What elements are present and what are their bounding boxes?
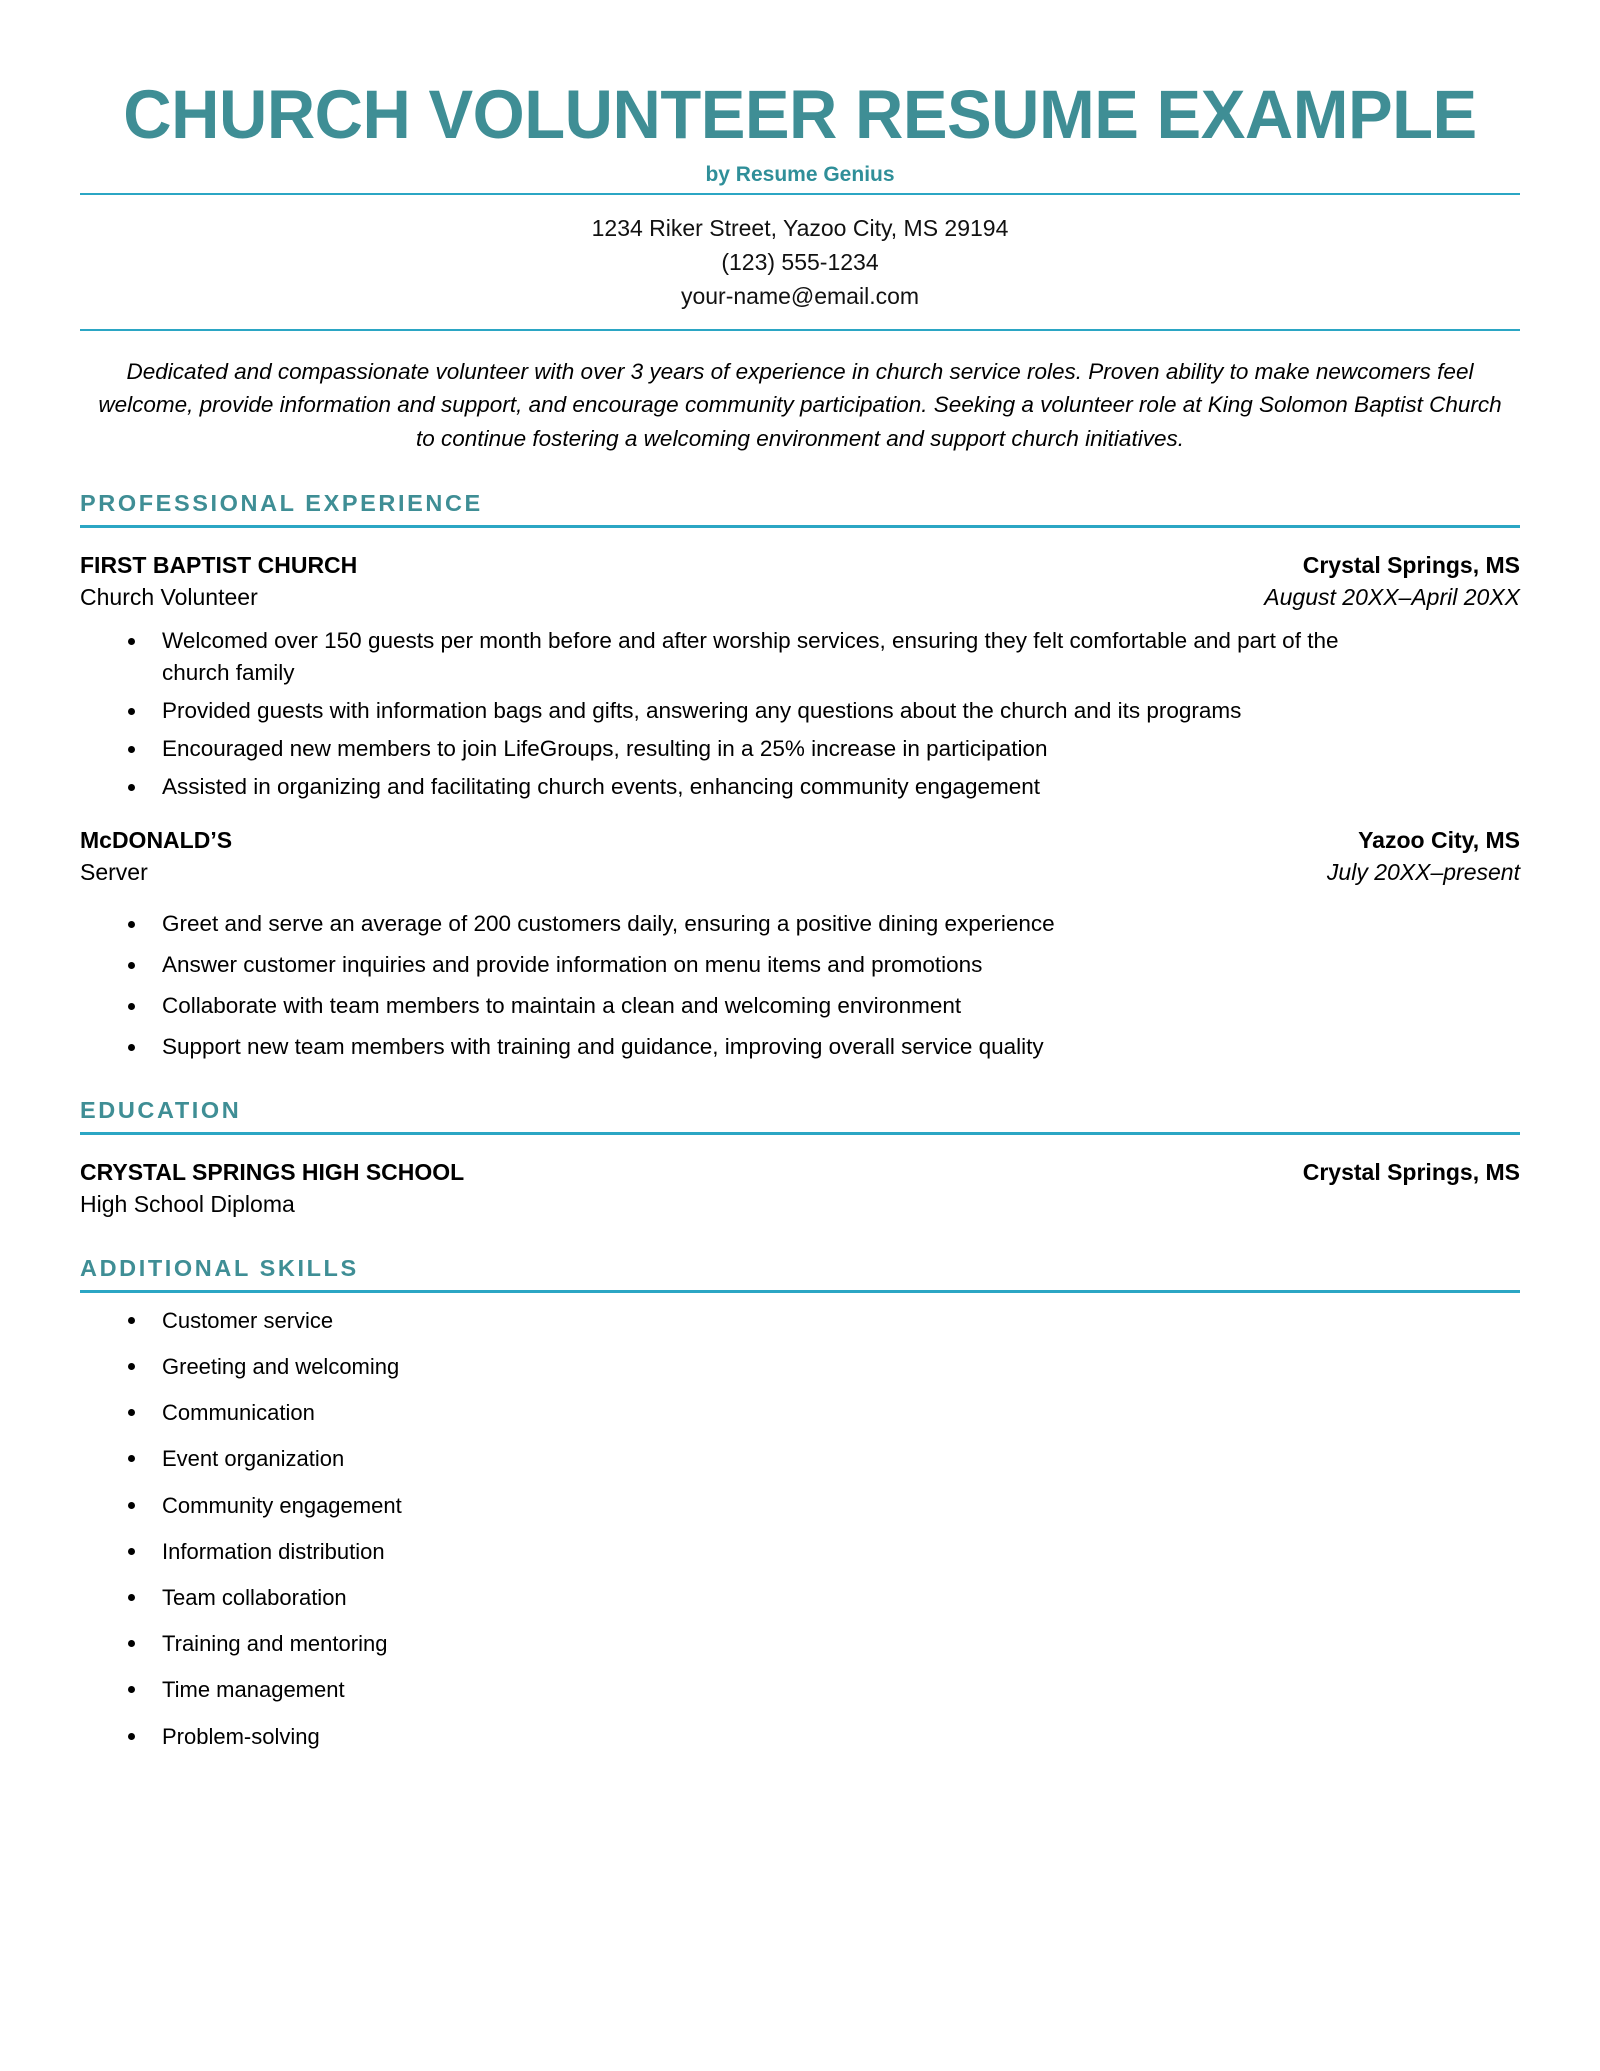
section-heading-education: EDUCATION xyxy=(80,1097,242,1124)
list-item: Greet and serve an average of 200 customers daily, ensuring a positive dining experience xyxy=(80,908,1520,940)
list-item: Time management xyxy=(80,1674,1520,1705)
section-additional-skills xyxy=(80,1255,1520,1752)
degree-name: High School Diploma xyxy=(80,1190,295,1217)
list-item: Information distribution xyxy=(80,1536,1520,1567)
list-item: Training and mentoring xyxy=(80,1628,1520,1659)
list-item: Support new team members with training and guidance, improving overall service quality xyxy=(80,1031,1520,1063)
entry-header-row xyxy=(80,825,1520,857)
list-item: Event organization xyxy=(80,1443,1520,1474)
list-item: Communication xyxy=(80,1397,1520,1428)
employer-name: McDONALD’S xyxy=(80,826,233,853)
school-location: Crystal Springs, MS xyxy=(1302,1159,1520,1186)
page-title: CHURCH VOLUNTEER RESUME EXAMPLE xyxy=(123,76,1477,153)
experience-entry xyxy=(80,550,1520,803)
section-education xyxy=(80,1097,1520,1220)
job-responsibilities-list xyxy=(80,625,1520,803)
experience-entry xyxy=(80,825,1520,1063)
job-title: Server xyxy=(80,858,148,885)
employer-name: FIRST BAPTIST CHURCH xyxy=(80,551,358,578)
entry-header-row xyxy=(80,550,1520,582)
contact-address: 1234 Riker Street, Yazoo City, MS 29194 xyxy=(591,215,1009,242)
list-item: Customer service xyxy=(80,1305,1520,1336)
list-item: Community engagement xyxy=(80,1490,1520,1521)
contact-block xyxy=(80,195,1520,328)
section-rule-education xyxy=(80,1132,1520,1135)
section-heading-experience: PROFESSIONAL EXPERIENCE xyxy=(80,489,483,516)
list-item: Team collaboration xyxy=(80,1582,1520,1613)
list-item: Encouraged new members to join LifeGroups, resulting in a 25% increase in participation xyxy=(80,733,1520,765)
list-item: Greeting and welcoming xyxy=(80,1351,1520,1382)
byline: by Resume Genius xyxy=(705,163,895,187)
section-professional-experience xyxy=(80,490,1520,1063)
section-rule-experience xyxy=(80,525,1520,528)
employer-location: Crystal Springs, MS xyxy=(1302,551,1520,578)
entry-subheader-row xyxy=(80,857,1520,889)
job-dates: July 20XX–present xyxy=(1326,858,1520,885)
list-item: Problem-solving xyxy=(80,1721,1520,1752)
employer-location: Yazoo City, MS xyxy=(1358,826,1520,853)
contact-phone: (123) 555-1234 xyxy=(721,248,879,275)
list-item: Welcomed over 150 guests per month before and after worship services, ensuring they felt comfortable and part of the church family xyxy=(80,625,1520,689)
list-item: Answer customer inquiries and provide information on menu items and promotions xyxy=(80,949,1520,981)
contact-email: your-name@email.com xyxy=(680,282,920,309)
education-entry xyxy=(80,1157,1520,1220)
list-item: Assisted in organizing and facilitating church events, enhancing community engagement xyxy=(80,771,1520,803)
entry-header-row xyxy=(80,1157,1520,1189)
job-title: Church Volunteer xyxy=(80,583,258,610)
summary-paragraph: Dedicated and compassionate volunteer with over 3 years of experience in church service roles. Proven ability to make newcomers feel welcome, provide information and support, and encourage community participation. Seeking a volunteer role at King Solomon Baptist Church to continue fostering a welcoming environment and support church initiatives. xyxy=(98,358,1502,452)
entry-subheader-row xyxy=(80,582,1520,614)
job-responsibilities-list xyxy=(80,908,1520,1063)
list-item: Provided guests with information bags and gifts, answering any questions about the church and its programs xyxy=(80,695,1520,727)
list-item: Collaborate with team members to maintain a clean and welcoming environment xyxy=(80,990,1520,1022)
job-dates: August 20XX–April 20XX xyxy=(1264,583,1520,610)
school-name: CRYSTAL SPRINGS HIGH SCHOOL xyxy=(80,1159,465,1186)
skills-list xyxy=(80,1305,1520,1752)
section-heading-skills: ADDITIONAL SKILLS xyxy=(80,1254,359,1281)
section-rule-skills xyxy=(80,1290,1520,1293)
